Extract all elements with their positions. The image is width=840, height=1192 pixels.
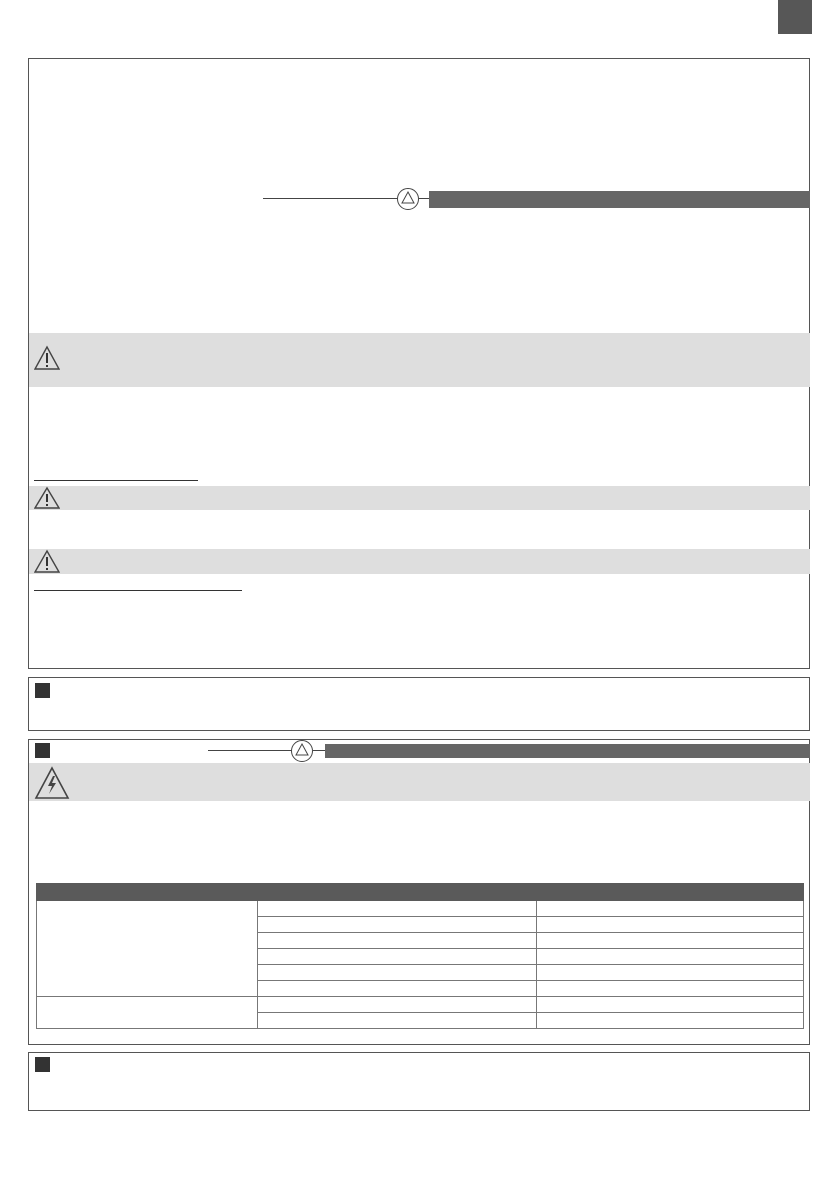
- warning-band: [29, 486, 810, 510]
- heading-rule-short: [313, 750, 325, 751]
- table-row: [37, 997, 804, 1013]
- table-header: [258, 884, 537, 901]
- warning-band: [29, 549, 810, 574]
- section-bullet: [35, 1057, 50, 1072]
- circle-triangle-icon: [290, 739, 314, 763]
- underline-heading: [34, 590, 242, 591]
- hazard-band: [29, 763, 810, 801]
- warning-triangle-icon: [34, 486, 60, 510]
- section-2-frame: [28, 677, 810, 731]
- underline-heading: [34, 480, 198, 481]
- heading-rule: [263, 198, 398, 199]
- electric-hazard-icon: [34, 765, 70, 801]
- heading-rule: [208, 750, 293, 751]
- section-bullet: [35, 683, 50, 698]
- section-title-bar: [429, 191, 810, 208]
- warning-triangle-icon: [34, 345, 60, 371]
- table-group-cell: [37, 901, 258, 997]
- warning-triangle-icon: [34, 549, 60, 574]
- table-header: [37, 884, 258, 901]
- table-group-cell: [37, 997, 258, 1029]
- page-corner-tab: [778, 0, 812, 34]
- table-header: [537, 884, 804, 901]
- circle-triangle-icon: [396, 187, 422, 211]
- section-title-bar: [325, 744, 810, 758]
- spec-table: [36, 883, 804, 1029]
- section-4-frame: [28, 1052, 810, 1111]
- table-row: [37, 901, 804, 917]
- section-bullet: [35, 743, 50, 758]
- warning-band: [29, 333, 810, 387]
